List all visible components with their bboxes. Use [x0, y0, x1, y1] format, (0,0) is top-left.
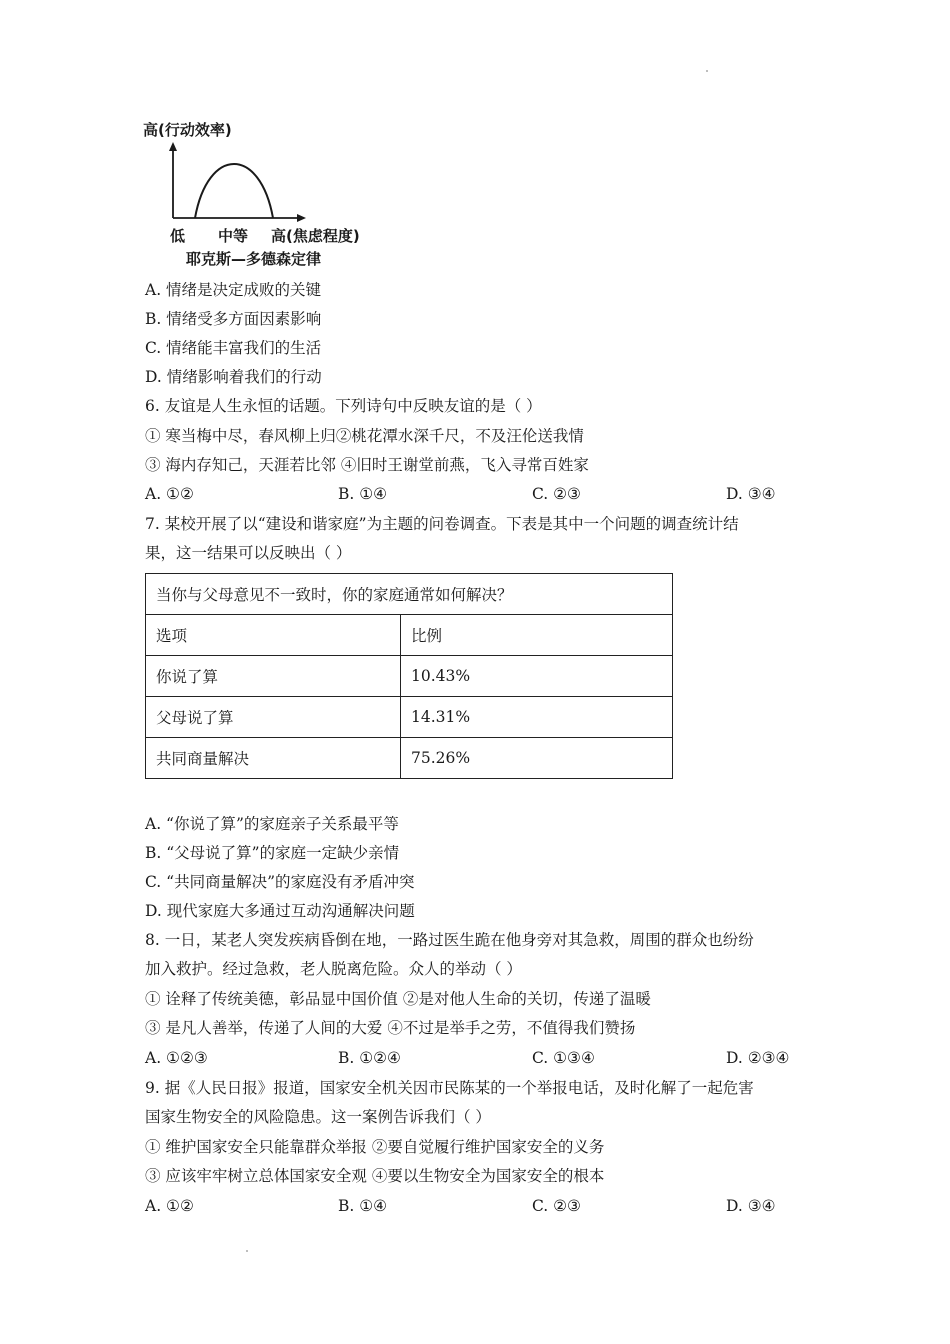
q6-option-a: A. ①② [145, 485, 194, 503]
table-cell-option: 你说了算 [146, 656, 401, 697]
yerkes-dodson-figure [140, 118, 380, 270]
q8-option-c: C. ①③④ [532, 1049, 595, 1067]
q7-option-a: A. “你说了算”的家庭亲子关系最平等 [145, 815, 399, 833]
figure-x-low: 低 [170, 227, 186, 245]
q9-option-a: A. ①② [145, 1197, 194, 1215]
q9-option-c: C. ②③ [532, 1197, 581, 1215]
q6-option-b: B. ①④ [338, 485, 388, 503]
q7-stem-line1: 7. 某校开展了以“建设和谐家庭”为主题的问卷调查。下表是其中一个问题的调查统计结 [145, 515, 739, 533]
q9-statements-1: ① 维护国家安全只能靠群众举报 ②要自觉履行维护国家安全的义务 [145, 1138, 605, 1156]
q9-stem-line1: 9. 据《人民日报》报道，国家安全机关因市民陈某的一个举报电话，及时化解了一起危害 [145, 1079, 754, 1097]
x-axis-arrow-icon [297, 214, 306, 222]
q5-option-d: D. 情绪影响着我们的行动 [145, 368, 322, 386]
q8-option-d: D. ②③④ [726, 1049, 790, 1067]
q6-statements-2: ③ 海内存知己，天涯若比邻 ④旧时王谢堂前燕，飞入寻常百姓家 [145, 456, 589, 474]
q5-option-b: B. 情绪受多方面因素影响 [145, 310, 322, 328]
q8-options [145, 1047, 815, 1069]
table-header-ratio: 比例 [401, 615, 673, 656]
q9-options [145, 1195, 815, 1217]
q9-statements-2: ③ 应该牢牢树立总体国家安全观 ④要以生物安全为国家安全的根本 [145, 1167, 605, 1185]
table-row [146, 615, 673, 656]
figure-x-high: 高(焦虑程度) [271, 227, 360, 245]
table-cell-ratio: 10.43% [401, 656, 673, 697]
y-axis-arrow-icon [169, 142, 177, 151]
table-row [146, 697, 673, 738]
figure-y-label: 高(行动效率) [143, 121, 232, 139]
q6-statements-1: ① 寒当梅中尽，春风柳上归②桃花潭水深千尺，不及汪伦送我情 [145, 427, 584, 445]
q6-stem: 6. 友谊是人生永恒的话题。下列诗句中反映友谊的是（ ） [145, 397, 542, 415]
table-cell-ratio: 75.26% [401, 738, 673, 779]
q7-option-b: B. “父母说了算”的家庭一定缺少亲情 [145, 844, 400, 862]
q8-statements-2: ③ 是凡人善举，传递了人间的大爱 ④不过是举手之劳，不值得我们赞扬 [145, 1019, 636, 1037]
q7-stem-line2: 果，这一结果可以反映出（ ） [145, 544, 352, 562]
q8-stem-line2: 加入救护。经过急救，老人脱离危险。众人的举动（ ） [145, 960, 522, 978]
q9-option-d: D. ③④ [726, 1197, 776, 1215]
q6-option-d: D. ③④ [726, 485, 776, 503]
q8-statements-1: ① 诠释了传统美德，彰品显中国价值 ②是对他人生命的关切，传递了温暖 [145, 990, 651, 1008]
table-header-option: 选项 [146, 615, 401, 656]
q7-option-d: D. 现代家庭大多通过互动沟通解决问题 [145, 902, 415, 920]
figure-caption: 耶克斯—多德森定律 [186, 250, 322, 268]
q6-options [145, 483, 815, 505]
scan-dot [246, 1250, 248, 1252]
table-row [146, 574, 673, 615]
inverted-u-curve [195, 164, 273, 218]
q8-option-b: B. ①②④ [338, 1049, 401, 1067]
q7-option-c: C. “共同商量解决”的家庭没有矛盾冲突 [145, 873, 415, 891]
survey-table [145, 573, 673, 779]
table-question: 当你与父母意见不一致时，你的家庭通常如何解决？ [146, 574, 673, 615]
figure-x-mid: 中等 [218, 227, 249, 245]
table-row [146, 656, 673, 697]
q9-stem-line2: 国家生物安全的风险隐患。这一案例告诉我们（ ） [145, 1108, 491, 1126]
q8-option-a: A. ①②③ [145, 1049, 208, 1067]
scan-dot [706, 70, 708, 72]
q9-option-b: B. ①④ [338, 1197, 388, 1215]
q6-option-c: C. ②③ [532, 485, 581, 503]
q5-option-a: A. 情绪是决定成败的关键 [145, 281, 322, 299]
table-row [146, 738, 673, 779]
q5-option-c: C. 情绪能丰富我们的生活 [145, 339, 322, 357]
q8-stem-line1: 8. 一日，某老人突发疾病昏倒在地，一路过医生跪在他身旁对其急救，周围的群众也纷纷 [145, 931, 754, 949]
table-cell-option: 共同商量解决 [146, 738, 401, 779]
table-cell-ratio: 14.31% [401, 697, 673, 738]
table-cell-option: 父母说了算 [146, 697, 401, 738]
